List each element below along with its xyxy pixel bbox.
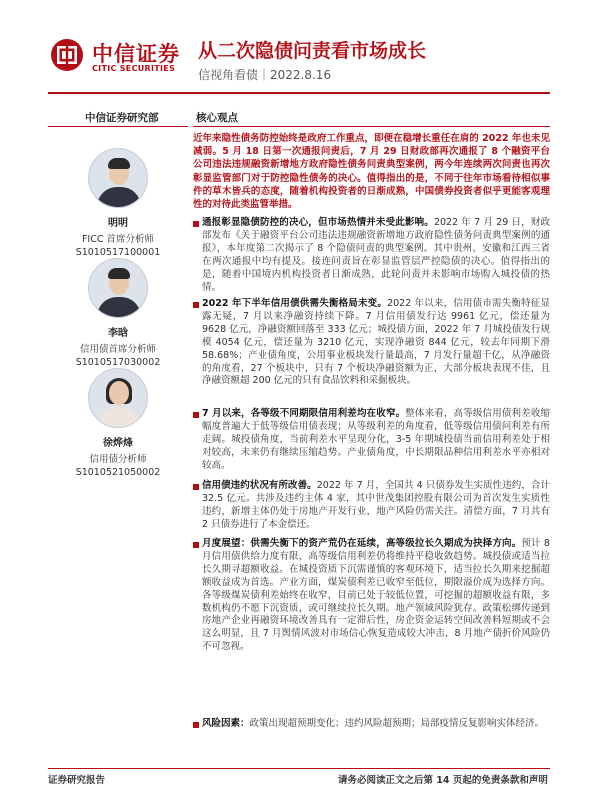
citic-logo-icon <box>50 38 84 72</box>
avatar <box>88 148 148 208</box>
footer-divider <box>48 768 550 769</box>
paragraph <box>202 480 550 532</box>
right-divider <box>193 126 550 127</box>
report-header <box>0 0 600 100</box>
analyst-card <box>48 148 188 258</box>
analyst-card <box>48 368 188 478</box>
avatar <box>88 258 148 318</box>
analyst-name: 明明 <box>108 218 128 229</box>
analyst-id: S1010517030002 <box>75 357 161 368</box>
bullet-icon <box>193 484 199 490</box>
analyst-id: S1010517100001 <box>75 247 161 258</box>
paragraph-text: 预计 8 月信用债供给力度有限，高等级信用利差仍将维持平稳收敛趋势。城投债或适当拉长久期寻超额收益。在城投资质下沉需谨慎的客观环境下，适当拉长久期来挖掘超额收益成为首选。产业方面，煤炭债利差已收窄至低位，期限溢价成为选择方向。各等级煤炭债利差始终在收窄，目前已处于较低位置，可挖掘的超额收益有限，多数机构仍不愿下沉资质，或可继续拉长久期。地产领域风险犹存。政策松绑传递到房地产企业再融资环境改善具有一定滞后性，房企资金运转空间改善料短期或不会这么明显，且 7 月舆情风波对市场信心恢复造成较大冲击，8 月地产债折价风险仍不可忽视。 <box>202 538 550 653</box>
bullet-icon <box>193 722 199 728</box>
analyst-name: 李晗 <box>108 328 128 339</box>
analyst-role: FICC 首席分析师 <box>81 234 155 245</box>
paragraph-lead: 月度展望：供需失衡下的资产荒仍在延续，高等级拉长久期成为抉择方向。 <box>202 538 522 549</box>
paragraph-text: 2022 年以来，信用债市需失衡特征显露无疑，7 月以来净融资持续下降。7 月信用债发行达 9961 亿元，偿还量为 9628 亿元，净融资额回落至 333 亿元；城投债方面，2022 年 7 月城投债发行规模 4054 亿元，偿还量为 3210 亿元，实现净融资 844 亿元，较去年同期下滑 58.68%；产业债角度，公用事业板块发行量最高，7 月发行量超千亿，从净融资的角度看，27 个板块中，只有 7 个板块净融资额为正，大部分板块表现不佳，且净融资额超 200 亿元的只有食品饮料和采掘板块。 <box>202 298 551 387</box>
brand-name: 中信证券 <box>92 42 180 66</box>
bullet-icon <box>193 302 199 308</box>
paragraph <box>202 538 550 654</box>
analyst-name: 徐烨烽 <box>103 438 133 449</box>
bullet-icon <box>193 542 199 548</box>
analyst-id: S1010521050002 <box>75 467 161 478</box>
analyst-role: 信用债首席分析师 <box>79 344 156 355</box>
paragraph-text: 2022 年 7 月 29 日，财政部发布《关于融资平台公司违法违规融资新增地方政府隐性债务问责典型案例的通报》，本年度第二次揭示了 8 个隐债问责的典型案例。其中贵州、安徽和江西三省在两次通报中均有提及。接连问责旨在彰显监管层严控隐债的决心。值得指出的是，随着中国境内机构投资者日渐成熟，此轮问责并未影响市场购入城投债的热情。 <box>202 217 550 293</box>
avatar <box>88 368 148 428</box>
report-subtitle: 信视角看债｜2022.8.16 <box>198 68 332 82</box>
paragraph <box>202 217 550 294</box>
paragraph-text: 2022 年 7 月，全国共 4 只债券发生实质性违约，合计 32.5 亿元。共涉及违约主体 4 家，其中世茂集团控股有限公司为首次发生实质性违约，新增主体仍处于房地产开发行业，地产风险仍需关注。清偿方面，7 月共有 2 只债券进行了本金偿还。 <box>202 480 550 530</box>
paragraph <box>202 718 550 731</box>
left-divider <box>48 126 188 127</box>
paragraph-lead: 风险因素： <box>202 718 250 729</box>
analyst-card <box>48 258 188 368</box>
core-views-heading: 核心观点 <box>196 112 238 124</box>
paragraph-lead: 通报彰显隐债防控的决心，但市场热情并未受此影响。 <box>202 217 434 228</box>
footer-label: 证券研究报告 <box>48 775 106 786</box>
paragraph-text: 整体来看，高等级信用债利差收缩幅度普遍大于低等级信用债表现；从等级利差的角度看，低等级信用债问利差有所走阔。城投债角度，当前利差水平呈现分化，3-5 年期城投债当前信用利差处于相对较高，未来仍有继续压缩趋势。产业债角度，中长期限品种信用利差水平亦相对较高。 <box>202 408 550 471</box>
paragraph-text: 政策出现超预期变化；违约风险超预期；局部疫情反复影响实体经济。 <box>249 718 545 729</box>
summary-text: 近年来隐性债务防控始终是政府工作重点，即便在稳增长重任在肩的 2022 年也未见减弱。5 月 18 日第一次通报问责后，7 月 29 日财政部再次通报了 8 个融资平台公司违法违规融资新增地方政府隐性债务问责典型案例，两今年连续两次问责也再次彰显监管部门对于防控隐性债务的决心。值得指出的是，不同于往年市场看待相似事件的草木皆兵的态度，随着机构投资者的日渐成熟，中国债券投资者似乎更能客观理性的对待此类监管举措。 <box>193 133 550 211</box>
paragraph-lead: 2022 年下半年信用债供需失衡格局未变。 <box>202 298 388 309</box>
paragraph <box>202 298 550 388</box>
paragraph <box>202 408 550 473</box>
bullet-icon <box>193 221 199 227</box>
brand-name-en: CITIC SECURITIES <box>92 64 176 73</box>
research-dept-heading: 中信证券研究部 <box>85 112 159 124</box>
report-title: 从二次隐债问责看市场成长 <box>198 40 427 62</box>
header-divider <box>48 92 550 94</box>
bullet-icon <box>193 412 199 418</box>
disclaimer-note: 请务必阅读正文之后第 14 页起的免责条款和声明 <box>338 775 548 786</box>
analyst-role: 信用债分析师 <box>89 454 147 465</box>
paragraph-lead: 7 月以来，各等级不同期限信用利差均在收窄。 <box>202 408 406 419</box>
paragraph-lead: 信用债违约状况有所改善。 <box>202 480 317 491</box>
